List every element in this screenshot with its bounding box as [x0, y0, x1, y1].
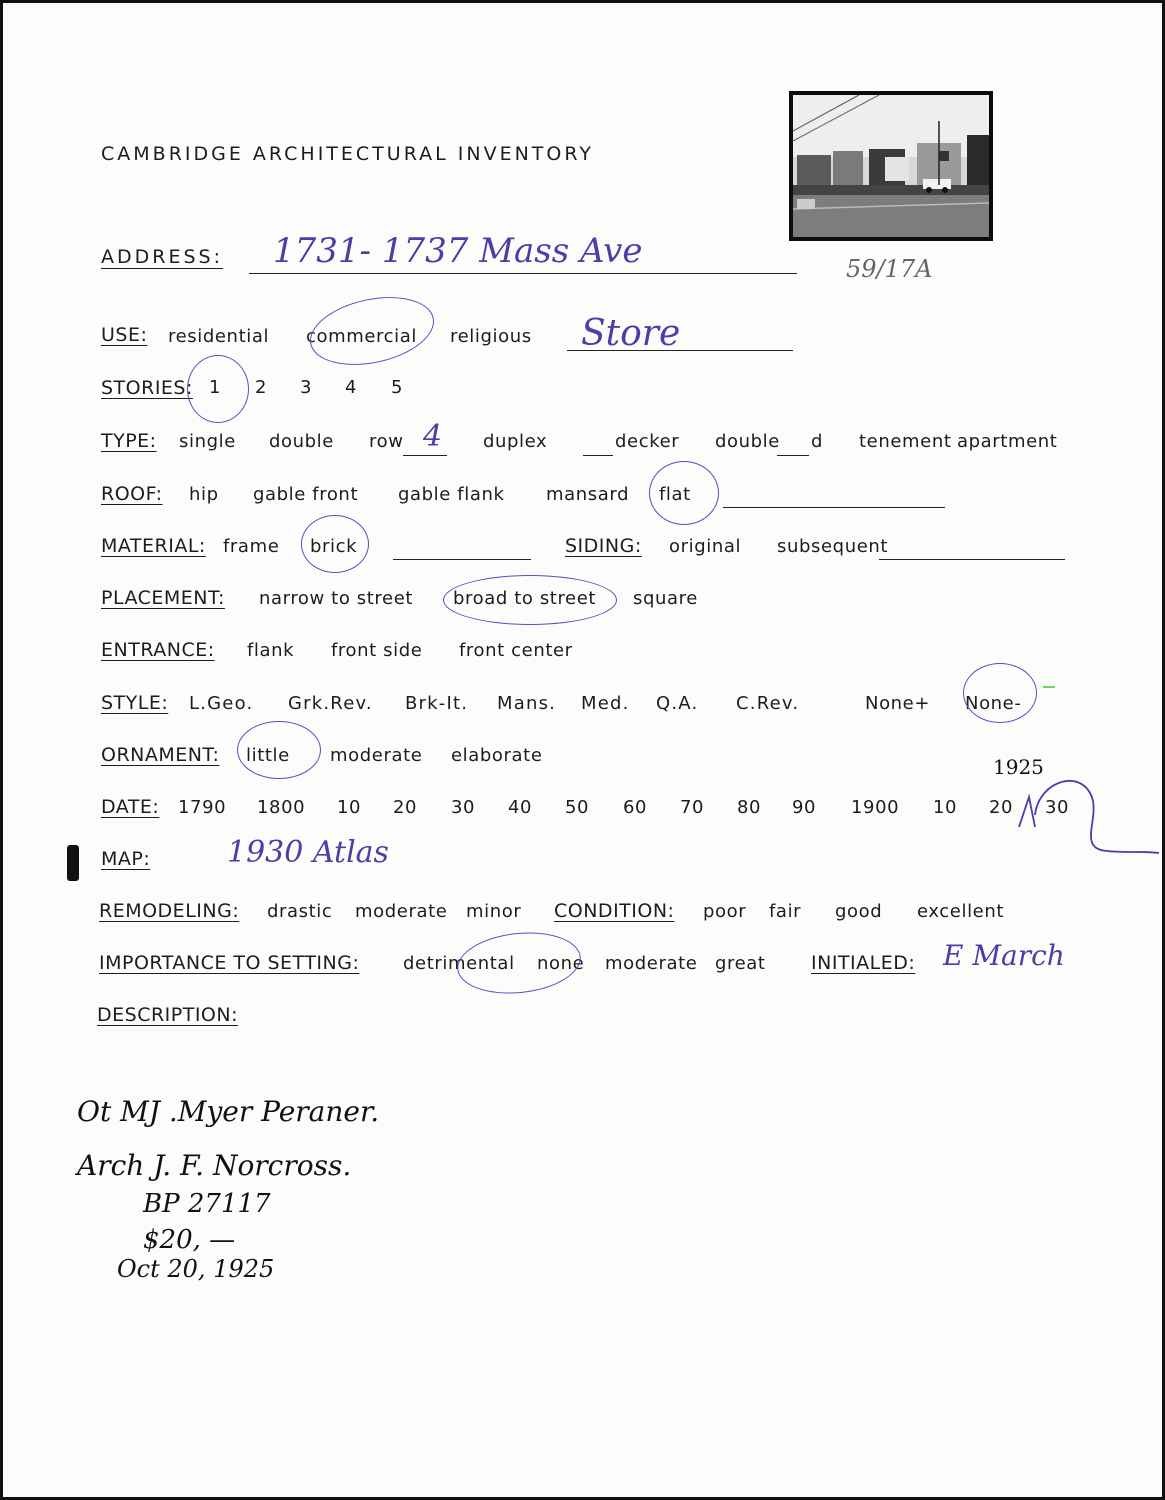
date-option-1920: 20	[989, 797, 1014, 818]
style-label: STYLE:	[101, 692, 169, 714]
date-option-60: 60	[623, 797, 648, 818]
entrance-label: ENTRANCE:	[101, 639, 215, 661]
roof-selection-circle	[649, 461, 719, 525]
placement-label: PLACEMENT:	[101, 587, 225, 609]
material-option-brick: brick	[310, 536, 358, 557]
date-option-50: 50	[565, 797, 590, 818]
stories-option-4: 4	[345, 377, 358, 398]
condition-option-excellent: excellent	[917, 901, 1005, 922]
stories-label: STORIES:	[101, 377, 193, 399]
remodeling-option-drastic: drastic	[267, 901, 333, 922]
stories-option-5: 5	[391, 377, 404, 398]
date-option-1790: 1790	[178, 797, 227, 818]
note-architect: Arch J. F. Norcross.	[77, 1149, 352, 1182]
address-label: ADDRESS:	[101, 246, 223, 268]
type-option-duplex: duplex	[483, 431, 548, 452]
type-decker-line	[583, 455, 613, 456]
map-label: MAP:	[101, 848, 151, 870]
initialed-value: E March	[943, 939, 1065, 972]
ornament-option-little: little	[246, 745, 290, 766]
date-option-1900: 1900	[851, 797, 900, 818]
note-building-permit: BP 27117	[143, 1189, 271, 1219]
type-label: TYPE:	[101, 430, 157, 452]
date-option-40: 40	[508, 797, 533, 818]
material-label: MATERIAL:	[101, 535, 206, 557]
style-option-brk-it: Brk-It.	[405, 693, 469, 714]
ornament-selection-circle	[237, 721, 321, 779]
building-photo	[789, 91, 993, 241]
type-option-apartment: apartment	[957, 431, 1058, 452]
style-option-none-plus: None+	[865, 693, 931, 714]
ornament-option-elaborate: elaborate	[451, 745, 543, 766]
siding-option-subsequent: subsequent	[777, 536, 889, 557]
entrance-option-front-side: front side	[331, 640, 423, 661]
style-option-l-geo: L.Geo.	[189, 693, 254, 714]
roof-option-gable-front: gable front	[253, 484, 359, 505]
style-option-med: Med.	[581, 693, 630, 714]
roof-label: ROOF:	[101, 483, 163, 505]
siding-option-original: original	[669, 536, 742, 557]
type-option-double: double	[269, 431, 334, 452]
date-label: DATE:	[101, 796, 160, 818]
address-value: 1731- 1737 Mass Ave	[273, 231, 643, 271]
use-option-commercial: commercial	[306, 326, 417, 347]
type-option-single: single	[179, 431, 236, 452]
use-other-value: Store	[581, 313, 681, 354]
remodeling-label: REMODELING:	[99, 900, 240, 922]
entrance-option-front-center: front center	[459, 640, 573, 661]
condition-option-fair: fair	[769, 901, 802, 922]
stories-option-1: 1	[209, 377, 222, 398]
date-selection-mark	[1009, 767, 1159, 859]
roof-option-flat: flat	[659, 484, 691, 505]
use-option-religious: religious	[450, 326, 532, 347]
roof-option-gable-flank: gable flank	[398, 484, 505, 505]
use-label: USE:	[101, 324, 148, 346]
roof-option-mansard: mansard	[546, 484, 630, 505]
type-option-tenement: tenement	[859, 431, 952, 452]
condition-option-poor: poor	[703, 901, 747, 922]
type-row-line	[403, 455, 447, 456]
street-photo-image	[789, 91, 993, 241]
material-selection-circle	[301, 515, 369, 573]
style-option-mans: Mans.	[497, 693, 557, 714]
form-title: CAMBRIDGE ARCHITECTURAL INVENTORY	[101, 143, 594, 165]
remodeling-option-minor: minor	[466, 901, 522, 922]
ornament-label: ORNAMENT:	[101, 744, 220, 766]
date-option-20: 20	[393, 797, 418, 818]
style-green-mark	[1043, 686, 1055, 688]
importance-option-moderate: moderate	[605, 953, 698, 974]
roof-option-hip: hip	[189, 484, 219, 505]
style-option-c-rev: C.Rev.	[736, 693, 800, 714]
entrance-option-flank: flank	[247, 640, 295, 661]
date-option-10: 10	[337, 797, 362, 818]
style-option-none-minus: None-	[965, 693, 1022, 714]
map-margin-mark	[67, 845, 79, 881]
condition-label: CONDITION:	[554, 900, 675, 922]
initialed-label: INITIALED:	[811, 952, 916, 974]
date-option-1800: 1800	[257, 797, 306, 818]
placement-option-broad: broad to street	[453, 588, 597, 609]
description-label: DESCRIPTION:	[97, 1004, 239, 1026]
date-option-1930: 30	[1045, 797, 1070, 818]
siding-other-line	[879, 559, 1065, 560]
note-date: Oct 20, 1925	[117, 1255, 275, 1283]
style-option-grk-rev: Grk.Rev.	[288, 693, 373, 714]
note-owner: Ot MJ .Myer Peraner.	[77, 1095, 380, 1128]
importance-option-detrimental: detrimental	[403, 953, 515, 974]
type-option-decker: decker	[615, 431, 680, 452]
condition-option-good: good	[835, 901, 883, 922]
type-option-d: d	[811, 431, 824, 452]
map-reference-number: 59/17A	[846, 255, 933, 283]
importance-label: IMPORTANCE TO SETTING:	[99, 952, 360, 974]
style-option-qa: Q.A.	[656, 693, 699, 714]
style-selection-circle	[963, 663, 1037, 723]
date-option-70: 70	[680, 797, 705, 818]
placement-selection-circle	[443, 575, 617, 625]
importance-selection-circle	[454, 927, 584, 1000]
date-option-90: 90	[792, 797, 817, 818]
roof-other-line	[723, 507, 945, 508]
date-option-1910: 10	[933, 797, 958, 818]
stories-option-2: 2	[255, 377, 268, 398]
siding-label: SIDING:	[565, 535, 642, 557]
material-other-line	[393, 559, 531, 560]
date-option-30: 30	[451, 797, 476, 818]
stories-option-3: 3	[300, 377, 313, 398]
type-option-double-d: double	[715, 431, 780, 452]
stories-selection-circle	[187, 355, 249, 423]
date-annotation: 1925	[993, 755, 1044, 779]
date-option-80: 80	[737, 797, 762, 818]
note-cost: $20, —	[143, 1225, 236, 1255]
address-line	[249, 273, 797, 274]
placement-option-narrow: narrow to street	[259, 588, 414, 609]
use-option-residential: residential	[168, 326, 270, 347]
remodeling-option-moderate: moderate	[355, 901, 448, 922]
ornament-option-moderate: moderate	[330, 745, 423, 766]
type-double-d-line	[777, 455, 809, 456]
importance-option-great: great	[715, 953, 766, 974]
importance-option-none: none	[537, 953, 585, 974]
type-option-row: row	[369, 431, 404, 452]
map-value: 1930 Atlas	[227, 835, 389, 870]
placement-option-square: square	[633, 588, 698, 609]
type-row-count: 4	[423, 419, 443, 454]
use-selection-circle	[304, 287, 441, 376]
material-option-frame: frame	[223, 536, 280, 557]
